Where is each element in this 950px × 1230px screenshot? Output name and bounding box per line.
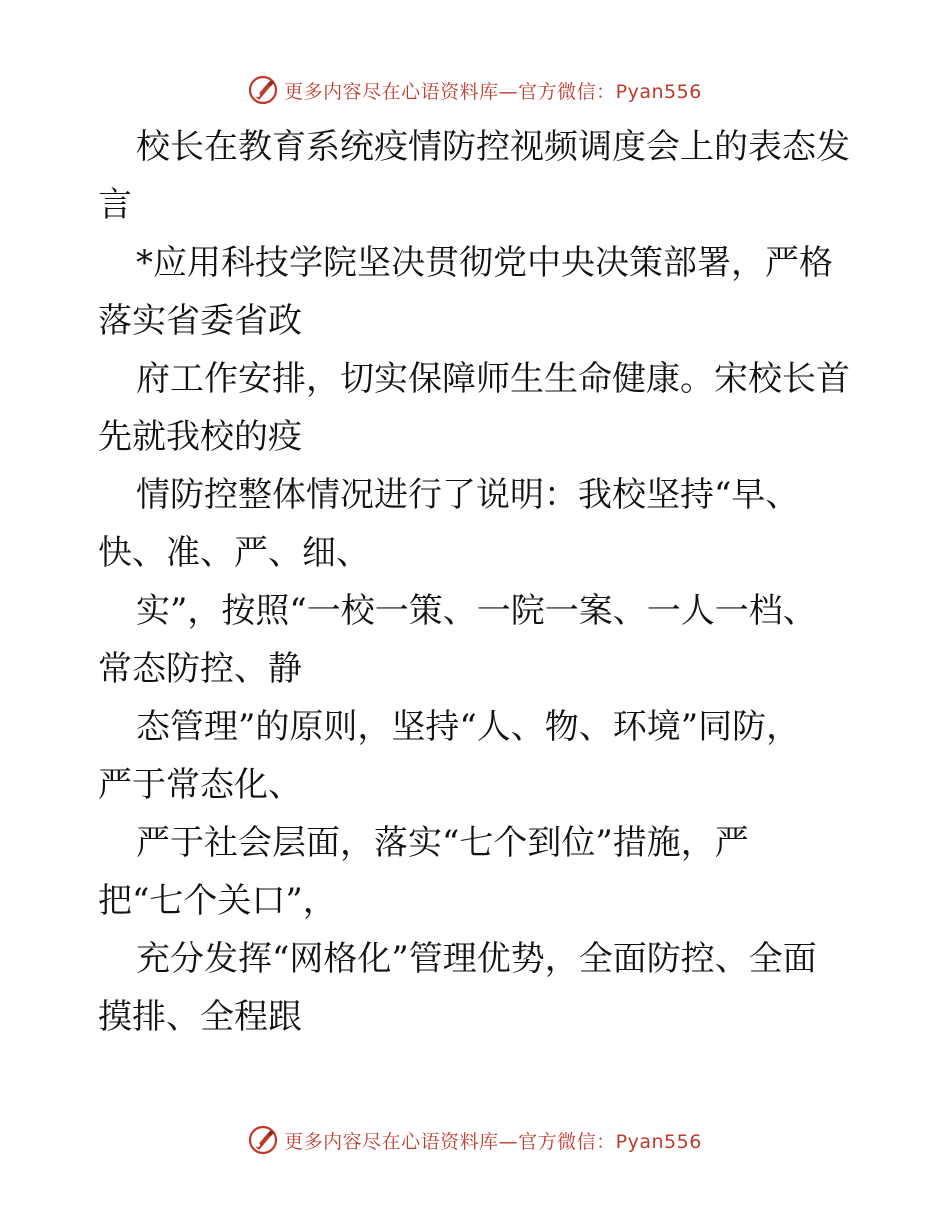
paragraph-first-line: *应用科技学院坚决贯彻党中央决策部署，严格 [136,243,833,283]
paragraph-continuation: 把“七个关口”， [98,881,337,921]
paragraph-continuation: 摸排、全程跟 [98,997,302,1037]
paragraph-continuation: 先就我校的疫 [98,417,302,457]
document-body [98,118,868,1046]
watermark-text: 更多内容尽在心语资料库— [284,80,519,103]
paragraph-first-line: 情防控整体情况进行了说明：我校坚持“早、 [136,475,800,515]
paragraph-first-line: 府工作安排，切实保障师生生命健康。宋校长首 [136,359,850,399]
paragraph-continuation: 落实省委省政 [98,301,302,341]
paragraph [98,118,868,234]
paragraph [98,930,868,1046]
paragraph-continuation: 言 [98,185,132,225]
paragraph-continuation: 常态防控、静 [98,649,302,689]
paragraph-first-line: 严于社会层面，落实“七个到位”措施，严 [136,823,749,863]
paragraph-first-line: 态管理”的原则，坚持“人、物、环境”同防， [136,707,801,747]
paragraph-first-line: 实”，按照“一校一策、一院一案、一人一档、 [136,591,817,631]
paragraph [98,582,868,698]
paragraph-continuation: 快、准、严、细、 [98,533,370,573]
paragraph [98,350,868,466]
paragraph-continuation: 严于常态化、 [98,765,302,805]
watermark-text: 更多内容尽在心语资料库— [284,1130,519,1153]
header-watermark [0,70,950,110]
paragraph [98,814,868,930]
watermark-contact: 官方微信：Pyan556 [518,80,702,103]
footer-watermark [0,1120,950,1160]
pen-logo-icon [248,75,278,105]
watermark-contact: 官方微信：Pyan556 [518,1130,702,1153]
paragraph [98,698,868,814]
paragraph-first-line: 校长在教育系统疫情防控视频调度会上的表态发 [136,127,850,167]
pen-logo-icon [248,1125,278,1155]
paragraph-first-line: 充分发挥“网格化”管理优势，全面防控、全面 [136,939,817,979]
paragraph [98,466,868,582]
paragraph [98,234,868,350]
